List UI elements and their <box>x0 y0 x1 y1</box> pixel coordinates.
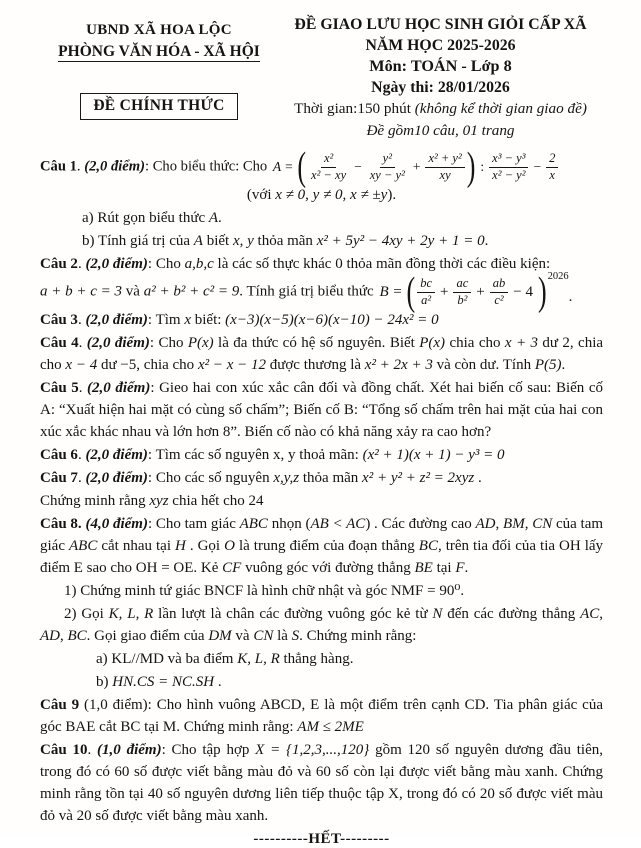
text-segment: vuông góc với đường thẳng <box>241 560 415 576</box>
text-segment: chia hết cho 24 <box>168 493 264 509</box>
text-segment: (2,0 điểm) <box>87 380 151 396</box>
text-segment: x² + 5y² − 4xy + 2y + 1 = 0 <box>316 233 485 249</box>
question-1-formula <box>271 143 559 189</box>
fraction-denominator: xy − y² <box>369 168 405 182</box>
question-1-item-b <box>40 230 603 252</box>
fraction <box>490 276 509 308</box>
issuer-block <box>40 14 278 120</box>
duration-prefix: Thời gian:150 phút <box>294 100 415 117</box>
text-segment: ABC <box>239 516 268 532</box>
question-8-item-2 <box>40 603 603 647</box>
text-segment: BC <box>67 628 87 644</box>
text-segment: : Cho <box>149 335 188 351</box>
text-segment: x + 3 <box>504 335 538 351</box>
text-segment: BC, <box>418 538 442 554</box>
question-2-text <box>40 283 377 299</box>
text-segment: S <box>291 628 300 644</box>
subject-line: Môn: TOÁN - Lớp 8 <box>369 57 512 75</box>
text-segment: H <box>175 538 186 554</box>
text-segment: A <box>193 233 203 249</box>
fraction <box>367 151 408 183</box>
fraction-numerator: ac <box>453 276 471 293</box>
operator: − <box>533 159 542 174</box>
text-segment: Chứng minh rằng <box>40 493 150 509</box>
text-segment: Câu 1 <box>40 158 77 175</box>
text-segment: K, L, R <box>108 606 154 622</box>
text-segment: dư −5, chia cho <box>97 357 198 373</box>
fraction-denominator: x <box>549 168 555 182</box>
ratio-colon: : <box>480 159 485 174</box>
text-segment: . Gọi <box>185 538 225 554</box>
open-paren: ( <box>297 143 307 189</box>
question-2-line-2 <box>40 268 603 314</box>
text-segment: . <box>464 560 469 576</box>
question-8-intro <box>40 513 603 579</box>
question-1-condition <box>40 184 603 206</box>
text-segment: đến các đường thẳng <box>442 606 581 622</box>
fraction-numerator: bc <box>417 276 435 293</box>
text-segment: , <box>60 628 68 644</box>
text-segment: a) Rút gọn biểu thức <box>82 210 209 226</box>
text-segment: (1,0 điểm) <box>97 742 162 758</box>
text-segment: là trung điểm của đoạn thẳng <box>234 538 419 554</box>
text-segment: x,y,z <box>273 470 300 486</box>
question-1-lead <box>40 158 271 174</box>
text-segment: (2,0 điểm) <box>84 158 145 175</box>
text-segment: : Cho tam giác <box>147 516 240 532</box>
text-segment: . <box>76 158 85 175</box>
text-segment: AD <box>40 628 60 644</box>
text-segment: tại <box>432 560 456 576</box>
text-segment: 2) Gọi <box>64 606 109 622</box>
question-8-item-b <box>40 671 603 693</box>
text-segment: F <box>455 560 465 576</box>
duration-note: (không kể thời gian giao đề) <box>414 100 587 117</box>
text-segment: P(5) <box>534 357 562 373</box>
text-segment: Câu 2 <box>40 256 78 272</box>
text-segment: (với <box>246 187 276 203</box>
text-segment: . Chứng minh rằng: <box>299 628 417 644</box>
text-segment: (4,0 điểm) <box>85 516 148 532</box>
text-segment: ). <box>387 187 397 203</box>
text-segment: . <box>484 233 489 249</box>
question-10 <box>40 739 603 827</box>
fraction-denominator: x² − y² <box>492 168 526 182</box>
text-segment: là đa thức có hệ số nguyên. Biết <box>213 335 420 351</box>
question-7-line-2 <box>40 490 603 512</box>
text-segment: . Tính giá trị biểu thức <box>239 283 378 300</box>
text-segment: . <box>77 447 86 463</box>
question-7-line-1 <box>40 467 603 489</box>
text-segment: . <box>474 470 482 486</box>
operator: + <box>440 284 449 300</box>
text-segment: gồm 120 số nguyên dương đầu tiên, trong đó có 60 số được viết bằng màu đỏ và 60 số còn lại được viết bằng màu xanh. Chứng minh rằng tồn tại 40 số nguyên dương liên tiếp thuộc tập X, trong đó có 20 số được viết màu đỏ và 20 số được viết bằng màu xanh. <box>40 742 603 824</box>
text-segment: , <box>495 516 504 532</box>
exam-title: ĐỀ GIAO LƯU HỌC SINH GIỎI CẤP XÃ <box>294 16 587 33</box>
text-segment: (2,0 điểm) <box>86 335 150 351</box>
text-segment: AB < AC <box>310 516 366 532</box>
text-segment: ) . Các đường cao <box>365 516 476 532</box>
text-segment: . <box>77 256 86 272</box>
text-segment: . <box>214 674 222 690</box>
fraction-denominator: b² <box>457 293 468 307</box>
text-segment: CN <box>253 628 274 644</box>
text-segment: Câu 5 <box>40 380 79 396</box>
text-segment: AD <box>475 516 496 532</box>
text-segment: Câu 4 <box>40 335 79 351</box>
text-segment: P(x) <box>419 335 446 351</box>
text-segment: a + b + c = 3 <box>40 283 123 300</box>
text-segment: P(x) <box>187 335 214 351</box>
question-2-formula <box>377 268 573 314</box>
fraction-denominator: xy <box>439 168 451 182</box>
text-segment: và còn dư. Tính <box>432 357 535 373</box>
text-segment: . <box>77 470 86 486</box>
fraction-numerator: x² <box>321 151 336 168</box>
text-segment: a) KL//MD và ba điểm <box>96 651 238 667</box>
text-segment: thỏa mãn <box>253 233 317 249</box>
end-mark: ----------HẾT--------- <box>253 831 390 847</box>
fraction <box>308 151 349 183</box>
fraction-denominator: x² − xy <box>311 168 347 182</box>
fraction <box>425 151 464 183</box>
question-5 <box>40 377 603 443</box>
text-segment: Câu 3 <box>40 312 78 328</box>
page-count-line: Đề gồm10 câu, 01 trang <box>366 122 515 139</box>
duration-line <box>278 98 603 120</box>
exam-header <box>40 14 603 141</box>
text-segment: O <box>224 538 235 554</box>
exponent: 2026 <box>547 271 569 282</box>
text-segment: BM <box>503 516 525 532</box>
text-segment: (2,0 điểm) <box>85 256 148 272</box>
text-segment: AM ≤ 2ME <box>297 719 364 735</box>
text-segment: cắt nhau tại <box>97 538 175 554</box>
text-segment: CF <box>222 560 242 576</box>
text-segment: và <box>122 283 144 300</box>
question-8-item-a <box>40 648 603 670</box>
fraction <box>546 151 558 183</box>
text-segment: (x² + 1)(x + 1) − y³ = 0 <box>362 447 505 463</box>
question-2-line-1 <box>40 253 603 275</box>
text-segment: : Tìm <box>147 312 185 328</box>
text-segment: của tam giác <box>40 516 604 554</box>
fraction-numerator: ab <box>490 276 509 293</box>
fraction-numerator: y² <box>380 151 395 168</box>
text-segment: Câu 6 <box>40 447 78 463</box>
question-6 <box>40 444 603 466</box>
question-1-item-a <box>40 207 603 229</box>
question-9 <box>40 694 603 738</box>
question-8-item-1 <box>40 580 603 602</box>
text-segment: Câu 10 <box>40 742 88 758</box>
text-segment: : Cho biểu thức: Cho <box>145 158 271 175</box>
close-paren: ) <box>537 268 547 314</box>
text-segment: x ≠ 0, y ≠ 0, x ≠ ±y <box>275 187 388 203</box>
fraction <box>453 276 471 308</box>
text-segment: . <box>78 380 88 396</box>
question-4 <box>40 332 603 376</box>
operator: + <box>476 284 485 300</box>
text-segment: x² − x − 12 <box>197 357 266 373</box>
text-segment: a² + b² + c² = 9 <box>143 283 240 300</box>
exam-title-block <box>278 14 603 141</box>
fraction-denominator: c² <box>494 293 504 307</box>
text-segment: xyz <box>149 493 169 509</box>
text-segment: x <box>184 312 191 328</box>
fraction-denominator: a² <box>421 293 432 307</box>
text-segment: . <box>561 357 566 373</box>
text-segment: (x−3)(x−5)(x−6)(x−10) − 24x² = 0 <box>225 312 439 328</box>
text-segment: . <box>77 312 86 328</box>
text-segment: b) <box>96 674 113 690</box>
text-segment: , <box>599 606 604 622</box>
text-segment: (2,0 điểm) <box>85 447 148 463</box>
text-segment: trên tia đối của tia OH lấy điểm E sao cho OH = OE. Kẻ <box>40 538 604 576</box>
text-segment: biết: <box>191 312 226 328</box>
text-segment: a,b,c <box>184 256 214 272</box>
period: . <box>568 289 573 305</box>
text-segment: biết <box>202 233 233 249</box>
text-segment: Câu 9 <box>40 697 80 713</box>
text-segment: N <box>432 606 443 622</box>
text-segment: : Cho tập hợp <box>161 742 256 758</box>
text-segment: thỏa mãn <box>299 470 363 486</box>
text-segment: nhọn ( <box>267 516 311 532</box>
text-segment: . <box>87 742 98 758</box>
question-3 <box>40 309 603 331</box>
text-segment: x² + 2x + 3 <box>364 357 433 373</box>
text-segment: chia cho <box>445 335 505 351</box>
text-segment: x, y <box>232 233 254 249</box>
text-segment: lần lượt là chân các đường vuông góc kẻ từ <box>153 606 433 622</box>
text-segment: BE <box>414 560 433 576</box>
text-segment: (1,0 điểm): Cho hình vuông ABCD, E là một điểm trên cạnh CD. Tia phân giác của góc BAE cắt BC tại M. Chứng minh rằng: <box>40 697 603 735</box>
fraction <box>489 151 528 183</box>
text-segment: Câu 7 <box>40 470 78 486</box>
text-segment: X = {1,2,3,...,120} <box>255 742 370 758</box>
text-segment: x² + y² + z² = 2xyz <box>362 470 475 486</box>
text-segment: K, L, R <box>237 651 280 667</box>
issuer-line-1: UBND XÃ HOA LỘC <box>86 22 232 38</box>
text-segment: là <box>273 628 292 644</box>
text-segment: . Gọi giao điểm của <box>86 628 209 644</box>
text-segment: (2,0 điểm) <box>85 470 148 486</box>
fraction-numerator: x³ − y³ <box>489 151 528 168</box>
question-1-intro <box>40 143 603 189</box>
operator: + <box>412 159 421 174</box>
text-segment: b) Tính giá trị của <box>82 233 194 249</box>
text-segment: CN <box>532 516 553 532</box>
text-segment: dư 2, chia cho <box>40 335 604 373</box>
operator: − <box>354 159 362 174</box>
text-segment: thẳng hàng. <box>279 651 354 667</box>
fraction-numerator: 2 <box>546 151 558 168</box>
close-paren: ) <box>466 143 476 189</box>
text-segment: x − 4 <box>65 357 98 373</box>
fraction <box>417 276 435 308</box>
text-segment: là các số thực khác 0 thỏa mãn đồng thời các điều kiện: <box>213 256 551 272</box>
questions-body <box>40 143 604 848</box>
text-segment: DM <box>208 628 232 644</box>
school-year: NĂM HỌC 2025-2026 <box>365 37 516 54</box>
text-segment: : Cho <box>147 256 185 272</box>
formula-lhs: A = <box>272 159 294 174</box>
text-segment: . <box>218 210 222 226</box>
text-segment: AC <box>580 606 600 622</box>
official-exam-badge: ĐỀ CHÍNH THỨC <box>80 93 237 120</box>
text-segment: 1) Chứng minh tứ giác BNCF là hình chữ nhật và góc NMF = 90⁰. <box>64 583 465 599</box>
text-segment: : Gieo hai con xúc xắc cân đối và đồng chất. Xét hai biến cố sau: Biến cố A: “Xuất hiện hai mặt có cùng số chấm”; Biến cố B: “Tổng số chấm trên hai mặt của hai con xúc xắc khác nhau và lớn hơn 8”. Biến cố nào có khả năng xảy ra cao hơn? <box>40 380 604 440</box>
text-segment: , <box>524 516 533 532</box>
exam-date-line: Ngày thi: 28/01/2026 <box>371 79 510 96</box>
fraction-numerator: x² + y² <box>425 151 464 168</box>
open-paren: ( <box>406 268 416 314</box>
official-badge-wrap <box>40 63 278 120</box>
text-segment: Câu 8. <box>40 516 82 532</box>
operator: − 4 <box>513 284 533 300</box>
text-segment: . <box>78 335 87 351</box>
text-segment: được thương là <box>266 357 365 373</box>
formula-lhs: B = <box>379 284 403 300</box>
text-segment: HN.CS = NC.SH <box>112 674 215 690</box>
text-segment: ABC <box>69 538 98 554</box>
issuer-line-2 <box>40 41 278 63</box>
text-segment: và <box>231 628 254 644</box>
text-segment: (2,0 điểm) <box>85 312 148 328</box>
text-segment: : Cho các số nguyên <box>147 470 274 486</box>
text-segment: : Tìm các số nguyên x, y thoả mãn: <box>147 447 363 463</box>
text-segment: A <box>208 210 219 226</box>
issuer-line-2-text: PHÒNG VĂN HÓA - XÃ HỘI <box>58 43 260 60</box>
